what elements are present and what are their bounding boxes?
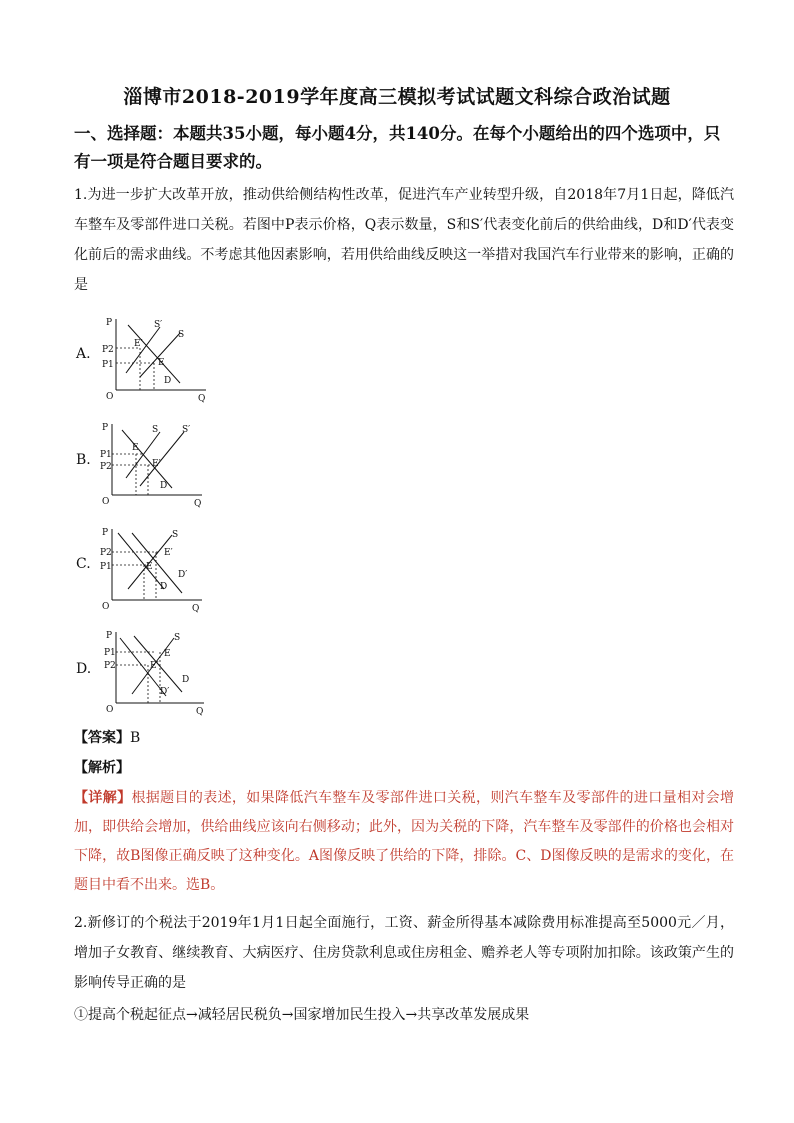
- option-a-label[interactable]: A.: [76, 346, 91, 362]
- supply-curve-original: [126, 432, 160, 478]
- option-b-graph: [98, 420, 218, 514]
- q-axis-label: Q: [198, 394, 206, 404]
- detail-text: 根据题目的表述，如果降低汽车整车及零部件进口关税，则汽车整车及零部件的进口量相对会增加，即供给会增加，供给曲线应该向右侧移动；此外，因为关税的下降，汽车整车及零部件的价格也会相对下降，故B图像正确反映了这种变化。A图像反映了供给的下降，排除。C、D图像反映的是需求的变化，在题目中看不出来。选B。: [74, 790, 735, 893]
- answer-line: [74, 727, 140, 747]
- question-2-option-1[interactable]: ①提高个税起征点→减轻居民税负→国家增加民生投入→共享改革发展成果: [74, 1007, 530, 1023]
- page-title: 淄博市2018-2019学年度高三模拟考试试题文科综合政治试题: [123, 86, 671, 108]
- curve-label: D: [160, 582, 168, 592]
- option-a-graph: [98, 315, 218, 409]
- point-label: E: [132, 443, 139, 453]
- point-label: E: [146, 562, 153, 572]
- option-d-graph: [98, 628, 218, 722]
- demand-curve: [122, 430, 172, 488]
- price-low-label: P1: [102, 360, 114, 370]
- curve-label: S: [178, 330, 185, 340]
- origin-label: O: [102, 497, 110, 507]
- price-low-label: P1: [100, 562, 112, 572]
- question-2-stem: 2.新修订的个税法于2019年1月1日起全面施行，工资、薪金所得基本减除费用标准提高至5000元／月，增加子女教育、继续教育、大病医疗、住房贷款利息或住房租金、赡养老人等专项附加扣除。该政策产生的影响传导正确的是: [74, 915, 734, 991]
- curve-label: S: [152, 425, 159, 435]
- point-label: E′: [150, 661, 159, 671]
- answer-value: B: [130, 730, 141, 746]
- origin-label: O: [106, 392, 114, 402]
- option-d-label[interactable]: D.: [76, 661, 92, 677]
- supply-curve-original: [140, 333, 180, 377]
- price-high-label: P1: [100, 450, 112, 460]
- price-low-label: P2: [104, 661, 116, 671]
- point-label: E: [158, 358, 165, 368]
- analysis-tag: 【解析】: [74, 760, 130, 776]
- price-high-label: P2: [100, 548, 112, 558]
- option-c-graph: [98, 525, 218, 619]
- demand-curve-shifted: [132, 533, 182, 593]
- point-label: E′: [134, 339, 143, 349]
- curve-label: S: [174, 633, 181, 643]
- detail-explanation: [74, 784, 734, 900]
- demand-curve-original: [118, 533, 164, 589]
- demand-curve: [128, 325, 180, 383]
- curve-label: D: [164, 376, 172, 386]
- price-low-label: P2: [100, 462, 112, 472]
- p-axis-label: P: [106, 318, 113, 328]
- p-axis-label: P: [106, 631, 113, 641]
- origin-label: O: [102, 602, 110, 612]
- p-axis-label: P: [102, 423, 109, 433]
- curve-label: D′: [160, 687, 170, 697]
- curve-label: D: [160, 481, 168, 491]
- price-high-label: P2: [102, 345, 114, 355]
- supply-curve-shifted: [126, 327, 160, 373]
- option-b-label[interactable]: B.: [76, 452, 91, 468]
- point-label: E: [164, 649, 171, 659]
- price-high-label: P1: [104, 648, 116, 658]
- curve-label: D′: [178, 570, 188, 580]
- q-axis-label: Q: [192, 604, 200, 614]
- curve-label: D: [182, 675, 190, 685]
- origin-label: O: [106, 705, 114, 715]
- section-heading: 一、选择题：本题共35小题，每小题4分，共140分。在每个小题给出的四个选项中，只有一项是符合题目要求的。: [74, 124, 721, 171]
- q-axis-label: Q: [194, 499, 202, 509]
- p-axis-label: P: [102, 528, 109, 538]
- curve-label: S′: [182, 425, 191, 435]
- answer-tag: 【答案】: [74, 730, 130, 746]
- q-axis-label: Q: [196, 707, 204, 717]
- curve-label: S′: [154, 320, 163, 330]
- option-c-label[interactable]: C.: [76, 556, 91, 572]
- point-label: E′: [164, 548, 173, 558]
- point-label: E′: [152, 459, 161, 469]
- detail-tag: 【详解】: [74, 790, 132, 806]
- question-1-stem: 1.为进一步扩大改革开放，推动供给侧结构性改革，促进汽车产业转型升级，自2018年7月1日起，降低汽车整车及零部件进口关税。若图中P表示价格，Q表示数量，S和S′代表变化前后的供给曲线，D和D′代表变化前后的需求曲线。不考虑其他因素影响，若用供给曲线反映这一举措对我国汽车行业带来的影响，正确的是: [74, 187, 734, 293]
- curve-label: S: [172, 530, 179, 540]
